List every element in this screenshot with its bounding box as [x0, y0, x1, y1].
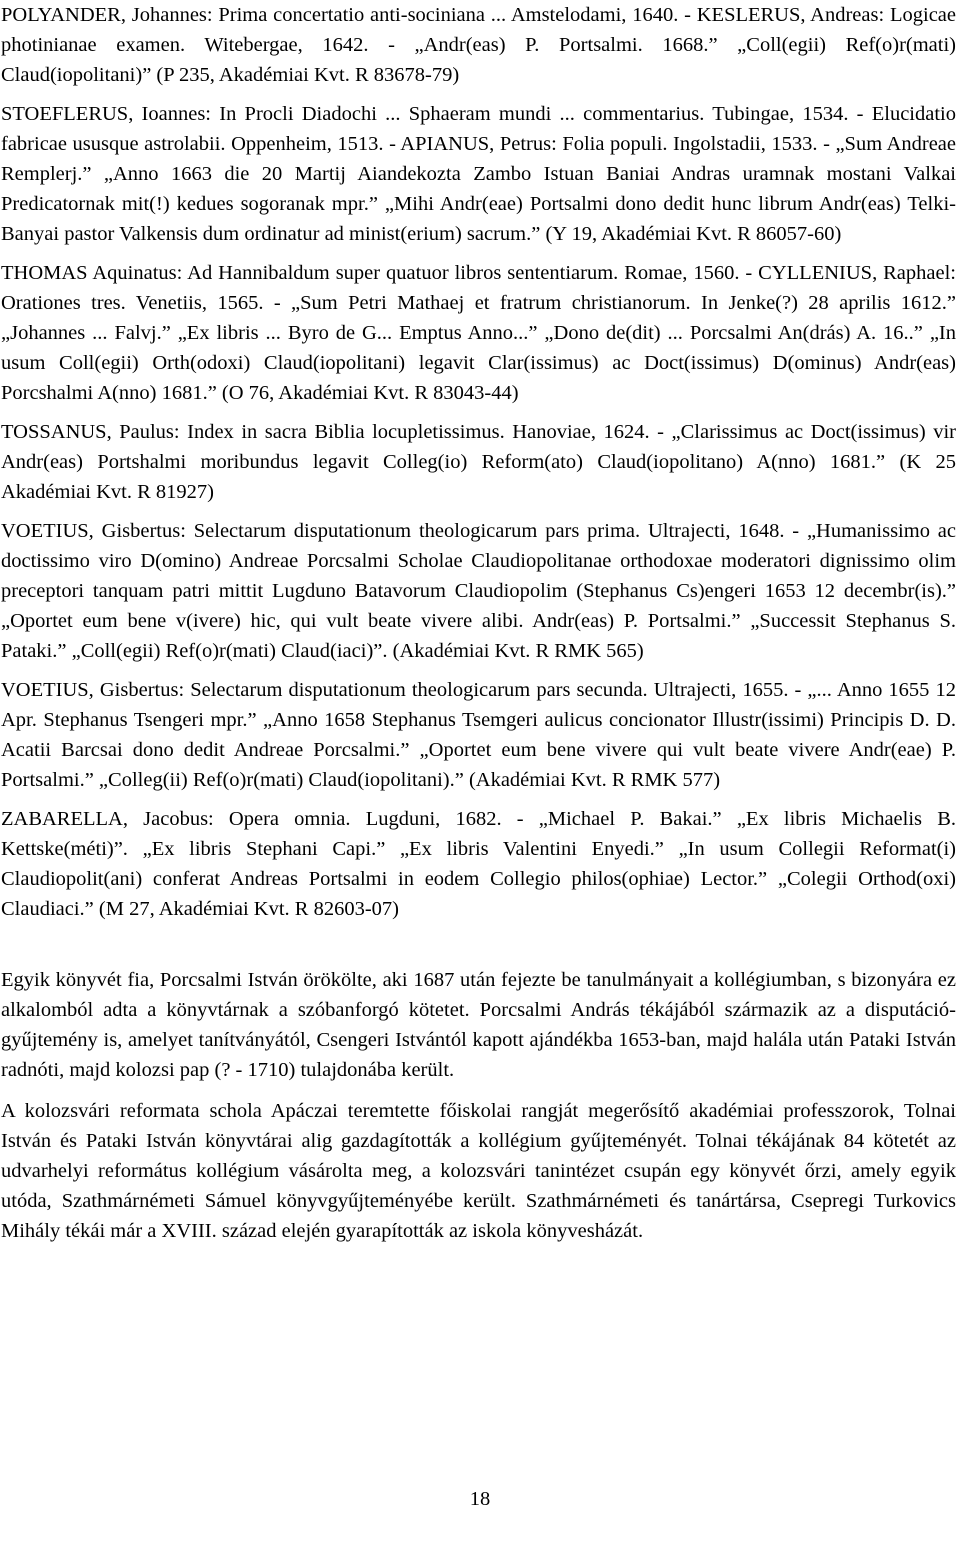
- catalog-entries: [1, 0, 956, 924]
- section-gap: [1, 933, 956, 965]
- catalog-entry-voetius-secunda: VOETIUS, Gisbertus: Selectarum disputationum theologicarum pars secunda. Ultrajecti, 1655. - „... Anno 1655 12 Apr. Stephanus Tsengeri mpr.” „Anno 1658 Stephanus Tsemgeri aulicus concionator Illustr(issimi) Principis D. D. Acatii Barcsai dono dedit Andreae Porcsalmi.” „Oportet eum bene vivere qui vult beate vivere Andr(eae) P. Portsalmi.” „Colleg(ii) Ref(o)r(mati) Claud(iopolitani).” (Akadémiai Kvt. R RMK 577): [1, 679, 956, 791]
- body-paragraph: A kolozsvári reformata schola Apáczai teremtette főiskolai rangját megerősítő akadémiai professzorok, Tolnai István és Pataki István könyvtárai alig gazdagították a kollégium gyűjteményét. Tolnai tékájának 84 kötetét az udvarhelyi református kollégium vásárolta meg, a kolozsvári tanintézet csupán egy könyvét őrzi, amely egyik utóda, Szathmárnémeti Sámuel könyvgyűjteményébe került. Szathmárnémeti és tanártársa, Csepregi Turkovics Mihály tékái már a XVIII. század elején gyarapították az iskola könyvesházát.: [1, 1100, 956, 1242]
- catalog-entry-polyander: POLYANDER, Johannes: Prima concertatio anti-sociniana ... Amstelodami, 1640. - KESLERUS, Andreas: Logicae photinianae examen. Witebergae, 1642. - „Andr(eas) P. Portsalmi. 1668.” „Coll(egii) Ref(o)r(mati) Claud(iopolitani)” (P 235, Akadémiai Kvt. R 83678-79): [1, 4, 956, 86]
- catalog-entry-thomas: THOMAS Aquinatus: Ad Hannibaldum super quatuor libros sententiarum. Romae, 1560. - CYLLENIUS, Raphael: Orationes tres. Venetiis, 1565. - „Sum Petri Mathaej et fratrum christianorum. In Jenke(?) 28 aprilis 1612.” „Johannes ... Falvj.” „Ex libris ... Byro de G... Emptus Anno...” „Dono de(dit) ... Porcsalmi An(drás) A. 16..” „In usum Coll(egii) Orth(odoxi) Claud(iopolitani) legavit Clar(issimus) ac Doct(issimus) D(ominus) Andr(eas) Porcshalmi A(nno) 1681.” (O 76, Akadémiai Kvt. R 83043-44): [1, 262, 956, 404]
- catalog-entry-tossanus: TOSSANUS, Paulus: Index in sacra Biblia locupletissimus. Hanoviae, 1624. - „Clarissimus ac Doct(issimus) vir Andr(eas) Portshalmi moribundus legavit Colleg(io) Reform(ato) Claud(iopolitano) A(nno) 1681.” (K 25 Akadémiai Kvt. R 81927): [1, 421, 956, 503]
- catalog-entry-zabarella: ZABARELLA, Jacobus: Opera omnia. Lugduni, 1682. - „Michael P. Bakai.” „Ex libris Michaelis B. Kettske(méti)”. „Ex libris Stephani Capi.” „Ex libris Valentini Enyedi.” „In usum Collegii Reformat(i) Claudiopolit(ani) conferat Andreas Portsalmi in eodem Collegio philos(ophiae) Lector.” „Colegii Orthod(oxi) Claudiaci.” (M 27, Akadémiai Kvt. R 82603-07): [1, 808, 956, 920]
- body-text: [1, 965, 956, 1246]
- page-number: 18: [469, 1488, 491, 1510]
- catalog-entry-stoeflerus: STOEFLERUS, Ioannes: In Procli Diadochi ... Sphaeram mundi ... commentarius. Tubingae, 1534. - Elucidatio fabricae ususque astrolabii. Oppenheim, 1513. - APIANUS, Petrus: Folia populi. Ingolstadii, 1533. - „Sum Andreae Remplerj.” „Anno 1663 die 20 Martij Aiandekozta Zambo Istuan Baniai Andras uramnak mostani Valkai Predicatornak mit(!) kedues sogoranak mpr.” „Mihi Andr(eae) Portsalmi dono dedit hunc librum Andr(eas) Telki-Banyai pastor Valkensis dum ordinatur ad minist(erium) sacrum.” (Y 19, Akadémiai Kvt. R 86057-60): [1, 103, 956, 245]
- catalog-entry-voetius-prima: VOETIUS, Gisbertus: Selectarum disputationum theologicarum pars prima. Ultrajecti, 1648. - „Humanissimo ac doctissimo viro D(omino) Andreae Porcsalmi Scholae Claudiopolitanae orthodoxae moderatori dignissimo olim preceptori tanquam patri mittit Lugduno Batavorum Claudiopolim (Stephanus Cs)engeri 1653 12 decembr(is).” „Oportet eum bene v(ivere) hic, qui vult beate vivere alibi. Andr(eas) P. Portsalmi.” „Successit Stephanus S. Pataki.” „Coll(egii) Ref(o)r(mati) Claud(iaci)”. (Akadémiai Kvt. R RMK 565): [1, 520, 956, 662]
- body-paragraph: Egyik könyvét fia, Porcsalmi István örökölte, aki 1687 után fejezte be tanulmányait a kollégiumban, s bizonyára ez alkalomból adta a könyvtárnak a szóbanforgó kötetet. Porcsalmi András tékájából származik az a disputáció-gyűjtemény is, amelyet tanítványától, Csengeri Istvántól kapott ajándékba 1653-ban, majd halála után Pataki István radnóti, majd kolozsi pap (? - 1710) tulajdonába került.: [1, 969, 956, 1081]
